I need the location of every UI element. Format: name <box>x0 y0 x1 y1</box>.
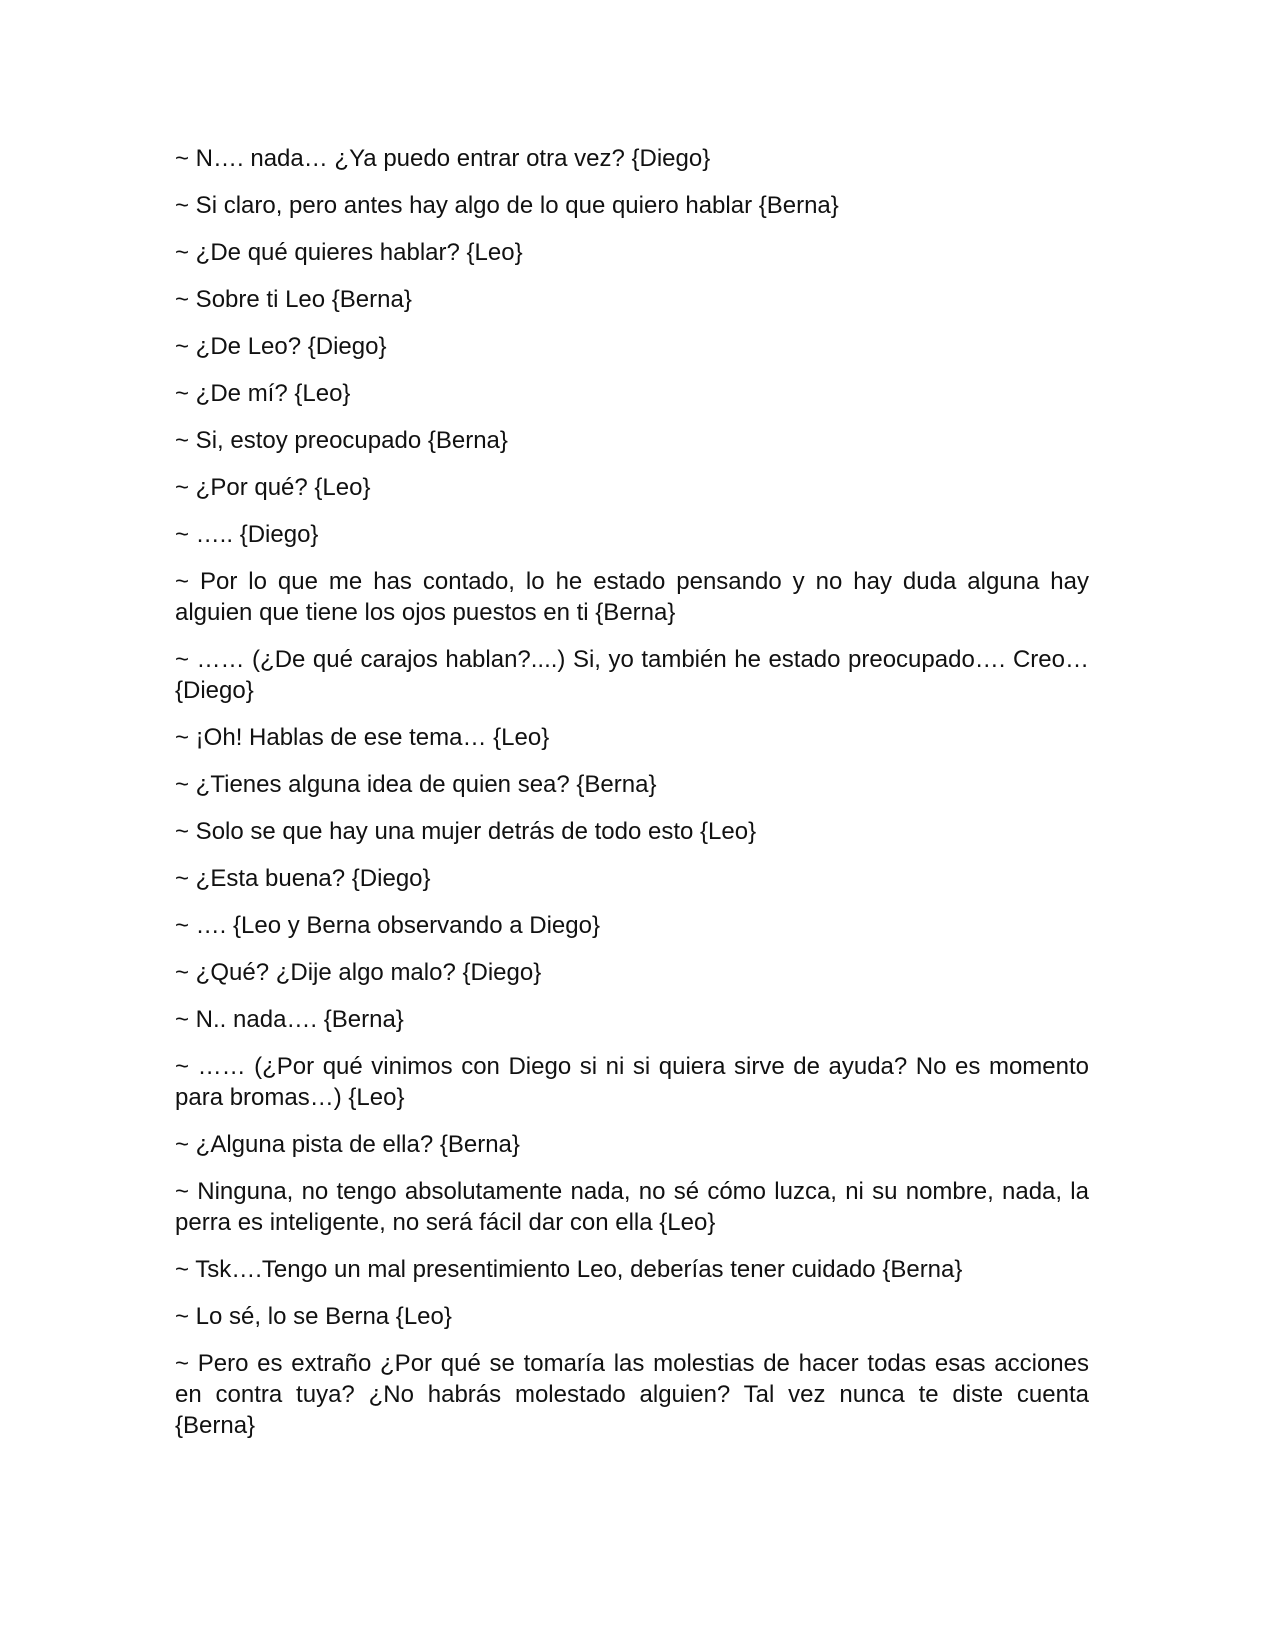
dialogue-line: ~ Si, estoy preocupado {Berna} <box>175 427 508 454</box>
dialogue-line: ~ ¿De mí? {Leo} <box>175 380 351 407</box>
dialogue-line: ~ ¿Por qué? {Leo} <box>175 474 371 501</box>
dialogue-line: ~ ¿Qué? ¿Dije algo malo? {Diego} <box>175 959 542 986</box>
dialogue-line: ~ Ninguna, no tengo absolutamente nada, no sé cómo luzca, ni su nombre, nada, la perra es inteligente, no será fácil dar con ella {Leo} <box>175 1178 1089 1236</box>
dialogue-line: ~ ….. {Diego} <box>175 521 319 548</box>
dialogue-line: ~ Tsk….Tengo un mal presentimiento Leo, deberías tener cuidado {Berna} <box>175 1256 963 1283</box>
dialogue-line: ~ Solo se que hay una mujer detrás de todo esto {Leo} <box>175 818 757 845</box>
dialogue-line: ~ N.. nada…. {Berna} <box>175 1006 404 1033</box>
dialogue-line: ~ ¿De Leo? {Diego} <box>175 333 387 360</box>
dialogue-text-body <box>175 143 1089 1457</box>
dialogue-line: ~ Por lo que me has contado, lo he estado pensando y no hay duda alguna hay alguien que tiene los ojos puestos en ti {Berna} <box>175 568 1089 626</box>
dialogue-line: ~ …… (¿Por qué vinimos con Diego si ni si quiera sirve de ayuda? No es momento para bromas…) {Leo} <box>175 1053 1089 1111</box>
dialogue-line: ~ Si claro, pero antes hay algo de lo que quiero hablar {Berna} <box>175 192 839 219</box>
dialogue-line: ~ Lo sé, lo se Berna {Leo} <box>175 1303 452 1330</box>
dialogue-line: ~ ¡Oh! Hablas de ese tema… {Leo} <box>175 724 550 751</box>
dialogue-line: ~ Pero es extraño ¿Por qué se tomaría las molestias de hacer todas esas acciones en contra tuya? ¿No habrás molestado alguien? Tal vez nunca te diste cuenta {Berna} <box>175 1350 1089 1439</box>
dialogue-line: ~ …… (¿De qué carajos hablan?....) Si, yo también he estado preocupado…. Creo… {Diego} <box>175 646 1089 704</box>
dialogue-line: ~ ¿Tienes alguna idea de quien sea? {Berna} <box>175 771 657 798</box>
dialogue-line: ~ …. {Leo y Berna observando a Diego} <box>175 912 600 939</box>
dialogue-line: ~ ¿Alguna pista de ella? {Berna} <box>175 1131 520 1158</box>
dialogue-line: ~ N…. nada… ¿Ya puedo entrar otra vez? {Diego} <box>175 145 711 172</box>
dialogue-line: ~ ¿Esta buena? {Diego} <box>175 865 431 892</box>
dialogue-line: ~ ¿De qué quieres hablar? {Leo} <box>175 239 523 266</box>
dialogue-line: ~ Sobre ti Leo {Berna} <box>175 286 412 313</box>
